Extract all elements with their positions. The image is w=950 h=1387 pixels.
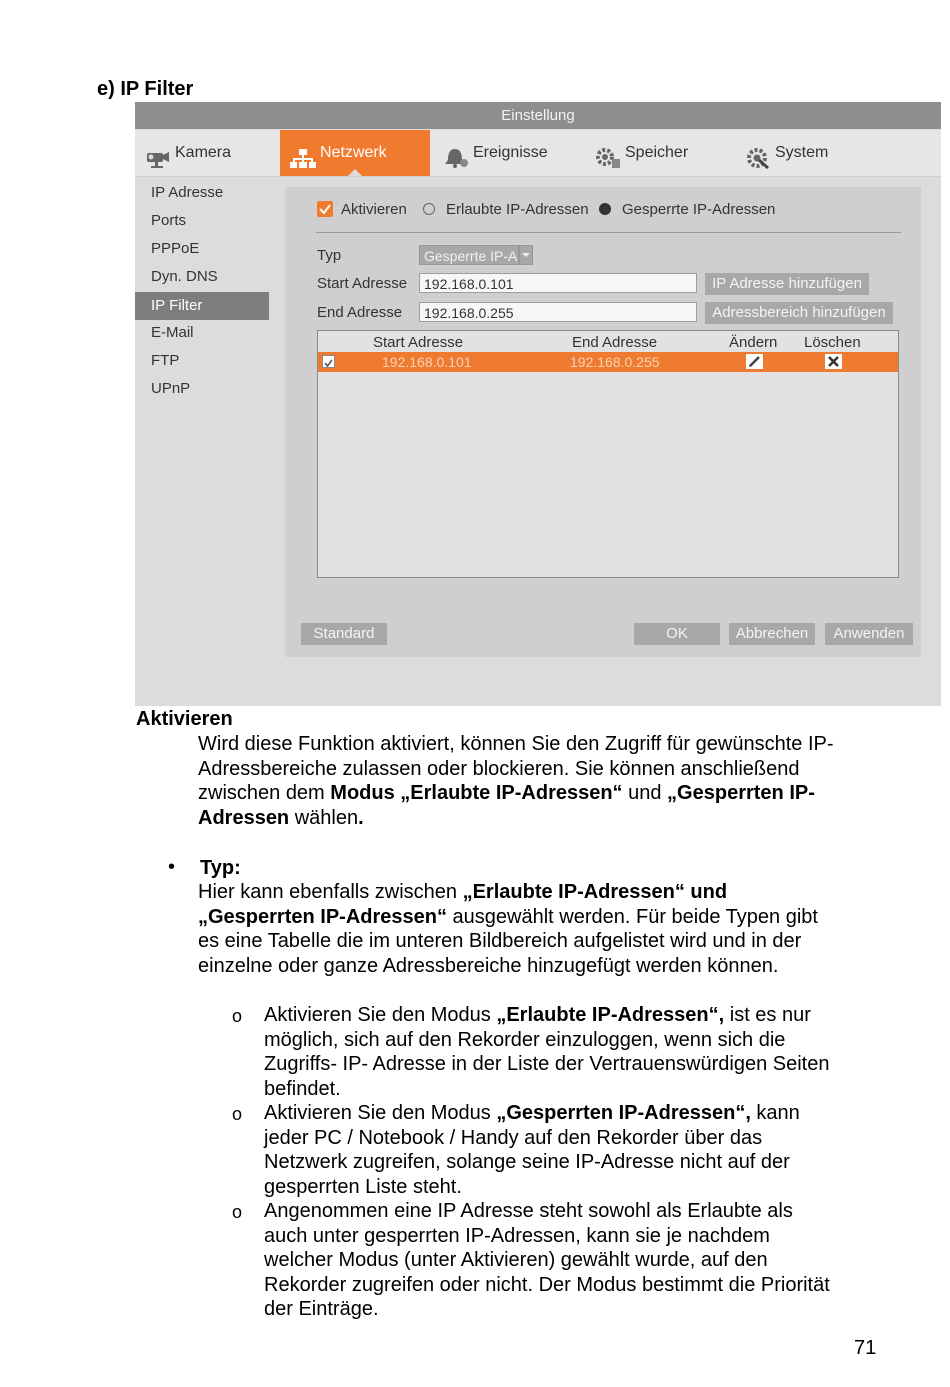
type-label: Typ <box>317 247 342 264</box>
row-end-address: 192.168.0.255 <box>570 354 660 370</box>
system-gear-icon <box>745 142 771 164</box>
text-line: „Gesperrten IP-Adressen“ ausgewählt werden. Für beide Typen gibt <box>198 905 818 928</box>
ok-button[interactable]: OK <box>634 623 720 645</box>
end-address-label: End Adresse <box>317 304 403 321</box>
text-line: Netzwerk zugreifen, solange seine IP-Adresse nicht auf der <box>264 1151 790 1173</box>
tab-ereignisse[interactable] <box>443 130 583 176</box>
divider <box>316 232 901 233</box>
text-line: Zugriffs- IP- Adresse in der Liste der Vertrauenswürdigen Seiten <box>264 1053 830 1075</box>
add-range-button[interactable]: Adressbereich hinzufügen <box>705 302 893 324</box>
sidebar-item-ip-adresse[interactable]: IP Adresse <box>151 184 224 201</box>
text-line: Adressbereiche zulassen oder blockieren. Sie können anschließend <box>198 757 800 780</box>
end-address-input[interactable]: 192.168.0.255 <box>419 302 697 322</box>
paragraph-activate <box>198 732 898 830</box>
sidebar-item-ip-filter[interactable]: IP Filter <box>135 292 269 320</box>
tab-bar <box>135 130 941 177</box>
text-line: zwischen dem Modus „Erlaubte IP-Adressen“ und „Gesperrten IP- <box>198 782 815 804</box>
delete-icon[interactable] <box>825 354 842 369</box>
start-address-label: Start Adresse <box>317 275 408 292</box>
check-icon <box>317 201 333 217</box>
tab-kamera[interactable] <box>145 130 280 176</box>
bullet-marker: • <box>168 856 176 878</box>
edit-icon[interactable] <box>746 354 763 369</box>
tab-label: Netzwerk <box>320 144 387 161</box>
check-icon <box>323 358 334 369</box>
table-row[interactable] <box>318 352 898 372</box>
sub-bullet-marker: o <box>232 1104 243 1124</box>
mode-allowed-radio[interactable] <box>423 203 435 215</box>
settings-window <box>135 102 941 706</box>
text-line: Rekorder zugreifen oder nicht. Der Modus bestimmt die Priorität <box>264 1273 830 1296</box>
text-line: auch unter gesperrten IP-Adressen, kann sie je nachdem <box>264 1224 770 1247</box>
type-select[interactable] <box>419 245 519 265</box>
sidebar-item-dyn-dns[interactable]: Dyn. DNS <box>151 268 218 285</box>
ip-filter-table <box>317 330 899 578</box>
text-line: einzelne oder ganze Adressbereiche hinzugefügt werden können. <box>198 954 779 977</box>
column-header-edit: Ändern <box>729 334 778 351</box>
enable-checkbox[interactable] <box>317 201 333 217</box>
mode-allowed-label: Erlaubte IP-Adressen <box>446 201 589 218</box>
column-header-start: Start Adresse <box>373 334 464 351</box>
page-number: 71 <box>854 1337 877 1359</box>
camera-icon <box>145 142 171 164</box>
column-header-end: End Adresse <box>572 334 658 351</box>
sidebar-item-upnp[interactable]: UPnP <box>151 380 191 397</box>
tab-netzwerk[interactable] <box>280 130 430 176</box>
typ-heading: Typ: <box>200 857 241 879</box>
sidebar-item-ports[interactable]: Ports <box>151 212 187 229</box>
enable-label: Aktivieren <box>341 201 407 218</box>
storage-gear-icon <box>595 142 621 164</box>
row-checkbox[interactable] <box>322 355 335 368</box>
bell-icon <box>443 142 469 164</box>
sidebar-item-pppoe[interactable]: PPPoE <box>151 240 200 257</box>
sub-bullet-marker: o <box>232 1202 243 1222</box>
text-line: Aktivieren Sie den Modus „Gesperrten IP-Adressen“, kann <box>264 1102 800 1124</box>
tab-label: Kamera <box>175 144 232 161</box>
start-address-input[interactable]: 192.168.0.101 <box>419 273 697 293</box>
row-start-address: 192.168.0.101 <box>382 354 472 370</box>
text-line: Hier kann ebenfalls zwischen „Erlaubte IP-Adressen“ und <box>198 881 728 903</box>
sub-item-priority <box>264 1199 884 1322</box>
text-line: welcher Modus (unter Aktivieren) gewählt wurde, auf den <box>264 1249 768 1271</box>
window-title: Einstellung <box>135 102 941 129</box>
chevron-down-icon[interactable] <box>519 245 533 265</box>
standard-button[interactable]: Standard <box>301 623 387 645</box>
text-line: gesperrten Liste steht. <box>264 1175 462 1198</box>
text-line: befindet. <box>264 1077 341 1100</box>
sub-item-allowed <box>264 1003 884 1101</box>
text-line: Angenommen eine IP Adresse steht sowohl als Erlaubte als <box>264 1200 793 1222</box>
text-line: jeder PC / Notebook / Handy auf den Rekorder über das <box>264 1126 763 1149</box>
network-icon <box>290 142 316 164</box>
tab-label: System <box>775 144 829 161</box>
text-line: Aktivieren Sie den Modus „Erlaubte IP-Adressen“, ist es nur <box>264 1004 811 1026</box>
section-title: e) IP Filter <box>97 78 194 100</box>
sub-item-blocked <box>264 1101 884 1199</box>
text-line: Wird diese Funktion aktiviert, können Sie den Zugriff für gewünschte IP- <box>198 733 834 755</box>
text-line: es eine Tabelle die im unteren Bildbereich aufgelistet wird und in der <box>198 930 802 952</box>
tab-speicher[interactable] <box>595 130 735 176</box>
mode-blocked-label: Gesperrte IP-Adressen <box>622 201 776 218</box>
apply-button[interactable]: Anwenden <box>825 623 913 645</box>
text-line: der Einträge. <box>264 1298 379 1320</box>
column-header-delete: Löschen <box>804 334 861 351</box>
sidebar-item-ftp[interactable]: FTP <box>151 352 180 369</box>
tab-label: Speicher <box>625 144 689 161</box>
paragraph-type <box>198 880 898 978</box>
sidebar-item-email[interactable]: E-Mail <box>151 324 194 341</box>
tab-system[interactable] <box>745 130 885 176</box>
type-select-value: Gesperrte IP-A <box>424 248 518 264</box>
tab-label: Ereignisse <box>473 144 548 161</box>
add-ip-button[interactable]: IP Adresse hinzufügen <box>705 273 869 295</box>
text-line: möglich, sich auf den Rekorder einzuloggen, wenn sich die <box>264 1028 786 1051</box>
heading-activate: Aktivieren <box>136 708 233 730</box>
mode-blocked-radio[interactable] <box>599 203 611 215</box>
cancel-button[interactable]: Abbrechen <box>729 623 815 645</box>
text-line: Adressen wählen. <box>198 806 364 829</box>
sub-bullet-marker: o <box>232 1006 243 1026</box>
